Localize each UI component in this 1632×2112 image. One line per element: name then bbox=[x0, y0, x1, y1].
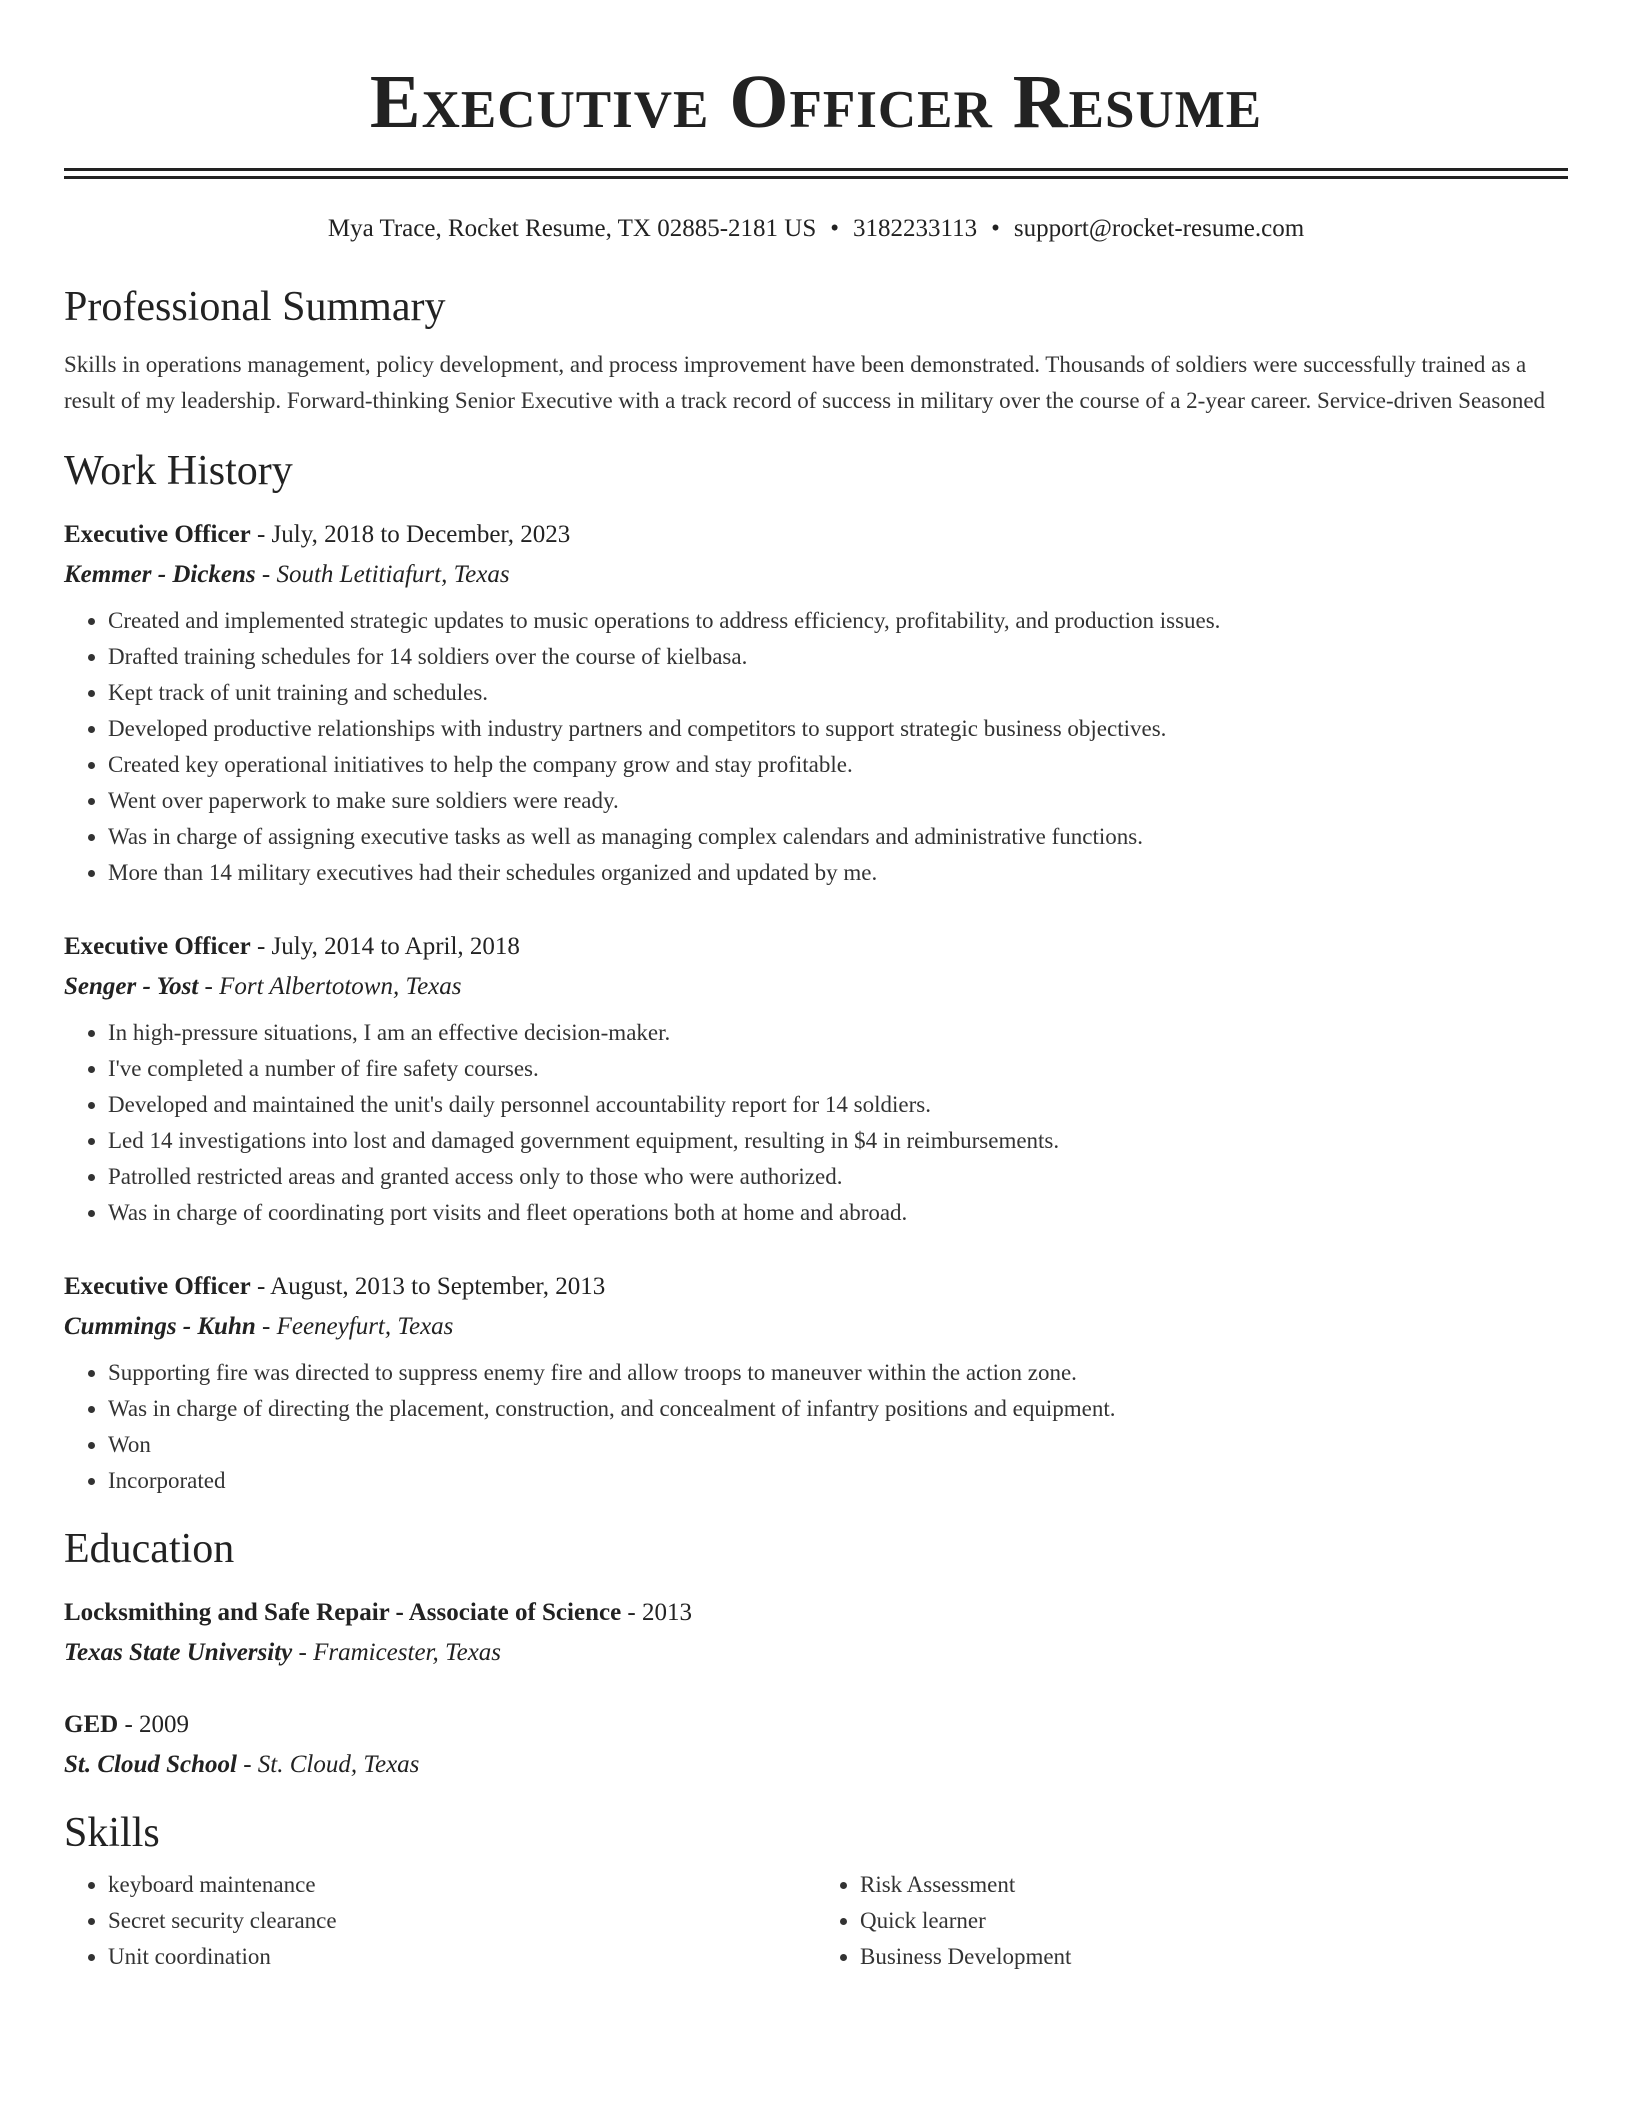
education-school-line bbox=[64, 1745, 1568, 1785]
education-heading: Education bbox=[64, 1526, 235, 1572]
contact-separator: • bbox=[991, 215, 1000, 242]
job-location: - Feeneyfurt, Texas bbox=[255, 1313, 454, 1340]
job-bullet: • Created and implemented strategic updates to music operations to address efficiency, profitability, and production issues. bbox=[108, 603, 1568, 639]
job-bullet: • Was in charge of assigning executive tasks as well as managing complex calendars and administrative functions. bbox=[108, 819, 1568, 855]
skill-item: • Secret security clearance bbox=[108, 1903, 816, 1939]
summary-text: Skills in operations management, policy development, and process improvement have been demonstrated. Thousands of soldiers were successfully trained as a result of my leadership. Forward-thinking Senior Executive with a track record of success in military over the course of a 2-year career. Service-driven Seasoned bbox=[64, 352, 1546, 413]
education-location: - St. Cloud, Texas bbox=[236, 1751, 420, 1778]
job-bullet: • Drafted training schedules for 14 soldiers over the course of kielbasa. bbox=[108, 639, 1568, 675]
contact-email: support@rocket-resume.com bbox=[1013, 215, 1305, 242]
job-bullets bbox=[64, 1015, 1568, 1231]
job-bullets bbox=[64, 1355, 1568, 1499]
job-bullet: • Supporting fire was directed to suppress enemy fire and allow troops to maneuver within the action zone. bbox=[108, 1355, 1568, 1391]
job-bullet: • Created key operational initiatives to help the company grow and stay profitable. bbox=[108, 747, 1568, 783]
job-company: Senger - Yost bbox=[64, 973, 199, 1000]
job-entry bbox=[64, 515, 1568, 891]
resume-title: Executive Officer Resume bbox=[369, 60, 1263, 144]
job-bullet: • In high-pressure situations, I am an effective decision-maker. bbox=[108, 1015, 1568, 1051]
job-company-line bbox=[64, 555, 1568, 595]
job-bullet: • I've completed a number of fire safety courses. bbox=[108, 1051, 1568, 1087]
job-location: - South Letitiafurt, Texas bbox=[255, 561, 510, 588]
skill-item: • Quick learner bbox=[860, 1903, 1568, 1939]
job-location: - Fort Albertotown, Texas bbox=[198, 973, 462, 1000]
job-title-line bbox=[64, 927, 1568, 967]
job-company: Cummings - Kuhn bbox=[64, 1313, 256, 1340]
education-degree: Locksmithing and Safe Repair - Associate of Science bbox=[64, 1599, 622, 1626]
work-history-heading: Work History bbox=[64, 448, 293, 494]
job-bullet: • Led 14 investigations into lost and damaged government equipment, resulting in $4 in reimbursements. bbox=[108, 1123, 1568, 1159]
summary-heading: Professional Summary bbox=[64, 284, 446, 330]
contact-phone: 3182233113 bbox=[853, 215, 978, 242]
skills-column-left bbox=[64, 1867, 816, 1975]
job-entry bbox=[64, 1267, 1568, 1499]
skills-grid bbox=[64, 1867, 1568, 1975]
education-degree-line bbox=[64, 1705, 1568, 1745]
job-bullet: • Kept track of unit training and schedules. bbox=[108, 675, 1568, 711]
job-title: Executive Officer bbox=[64, 521, 251, 548]
contact-line bbox=[64, 213, 1568, 245]
job-title-line bbox=[64, 515, 1568, 555]
job-title: Executive Officer bbox=[64, 1273, 251, 1300]
job-company-line bbox=[64, 967, 1568, 1007]
education-school: St. Cloud School bbox=[64, 1751, 237, 1778]
job-bullets bbox=[64, 603, 1568, 891]
job-bullet: • Was in charge of directing the placement, construction, and concealment of infantry positions and equipment. bbox=[108, 1391, 1568, 1427]
job-bullet: • More than 14 military executives had their schedules organized and updated by me. bbox=[108, 855, 1568, 891]
education-degree: GED bbox=[64, 1711, 119, 1738]
education-entry bbox=[64, 1593, 1568, 1673]
job-company-line bbox=[64, 1307, 1568, 1347]
education-year: - 2009 bbox=[118, 1711, 190, 1738]
job-dates: - July, 2014 to April, 2018 bbox=[250, 933, 520, 960]
contact-separator: • bbox=[830, 215, 840, 242]
education-school: Texas State University bbox=[64, 1639, 293, 1666]
job-bullet: • Developed and maintained the unit's daily personnel accountability report for 14 soldiers. bbox=[108, 1087, 1568, 1123]
education-year: - 2013 bbox=[621, 1599, 692, 1626]
education-entry bbox=[64, 1705, 1568, 1785]
skill-item: • Unit coordination bbox=[108, 1939, 816, 1975]
job-title-line bbox=[64, 1267, 1568, 1307]
job-company: Kemmer - Dickens bbox=[64, 561, 256, 588]
job-entry bbox=[64, 927, 1568, 1231]
skill-item: • keyboard maintenance bbox=[108, 1867, 816, 1903]
job-dates: - August, 2013 to September, 2013 bbox=[250, 1273, 606, 1300]
job-bullet: • Developed productive relationships with industry partners and competitors to support strategic business objectives. bbox=[108, 711, 1568, 747]
title-double-rule bbox=[64, 168, 1568, 179]
skills-heading: Skills bbox=[64, 1810, 160, 1856]
education-degree-line bbox=[64, 1593, 1568, 1633]
job-bullet: • Patrolled restricted areas and granted access only to those who were authorized. bbox=[108, 1159, 1568, 1195]
education-school-line bbox=[64, 1633, 1568, 1673]
job-dates: - July, 2018 to December, 2023 bbox=[250, 521, 571, 548]
job-bullet: • Went over paperwork to make sure soldiers were ready. bbox=[108, 783, 1568, 819]
skill-item: • Risk Assessment bbox=[860, 1867, 1568, 1903]
contact-address: Mya Trace, Rocket Resume, TX 02885-2181 US bbox=[327, 215, 817, 242]
education-location: - Framicester, Texas bbox=[292, 1639, 502, 1666]
job-title: Executive Officer bbox=[64, 933, 251, 960]
skills-column-right bbox=[816, 1867, 1568, 1975]
job-bullet: • Was in charge of coordinating port visits and fleet operations both at home and abroad. bbox=[108, 1195, 1568, 1231]
job-bullet: • Won bbox=[108, 1427, 1568, 1463]
skill-item: • Business Development bbox=[860, 1939, 1568, 1975]
job-bullet: • Incorporated bbox=[108, 1463, 1568, 1499]
